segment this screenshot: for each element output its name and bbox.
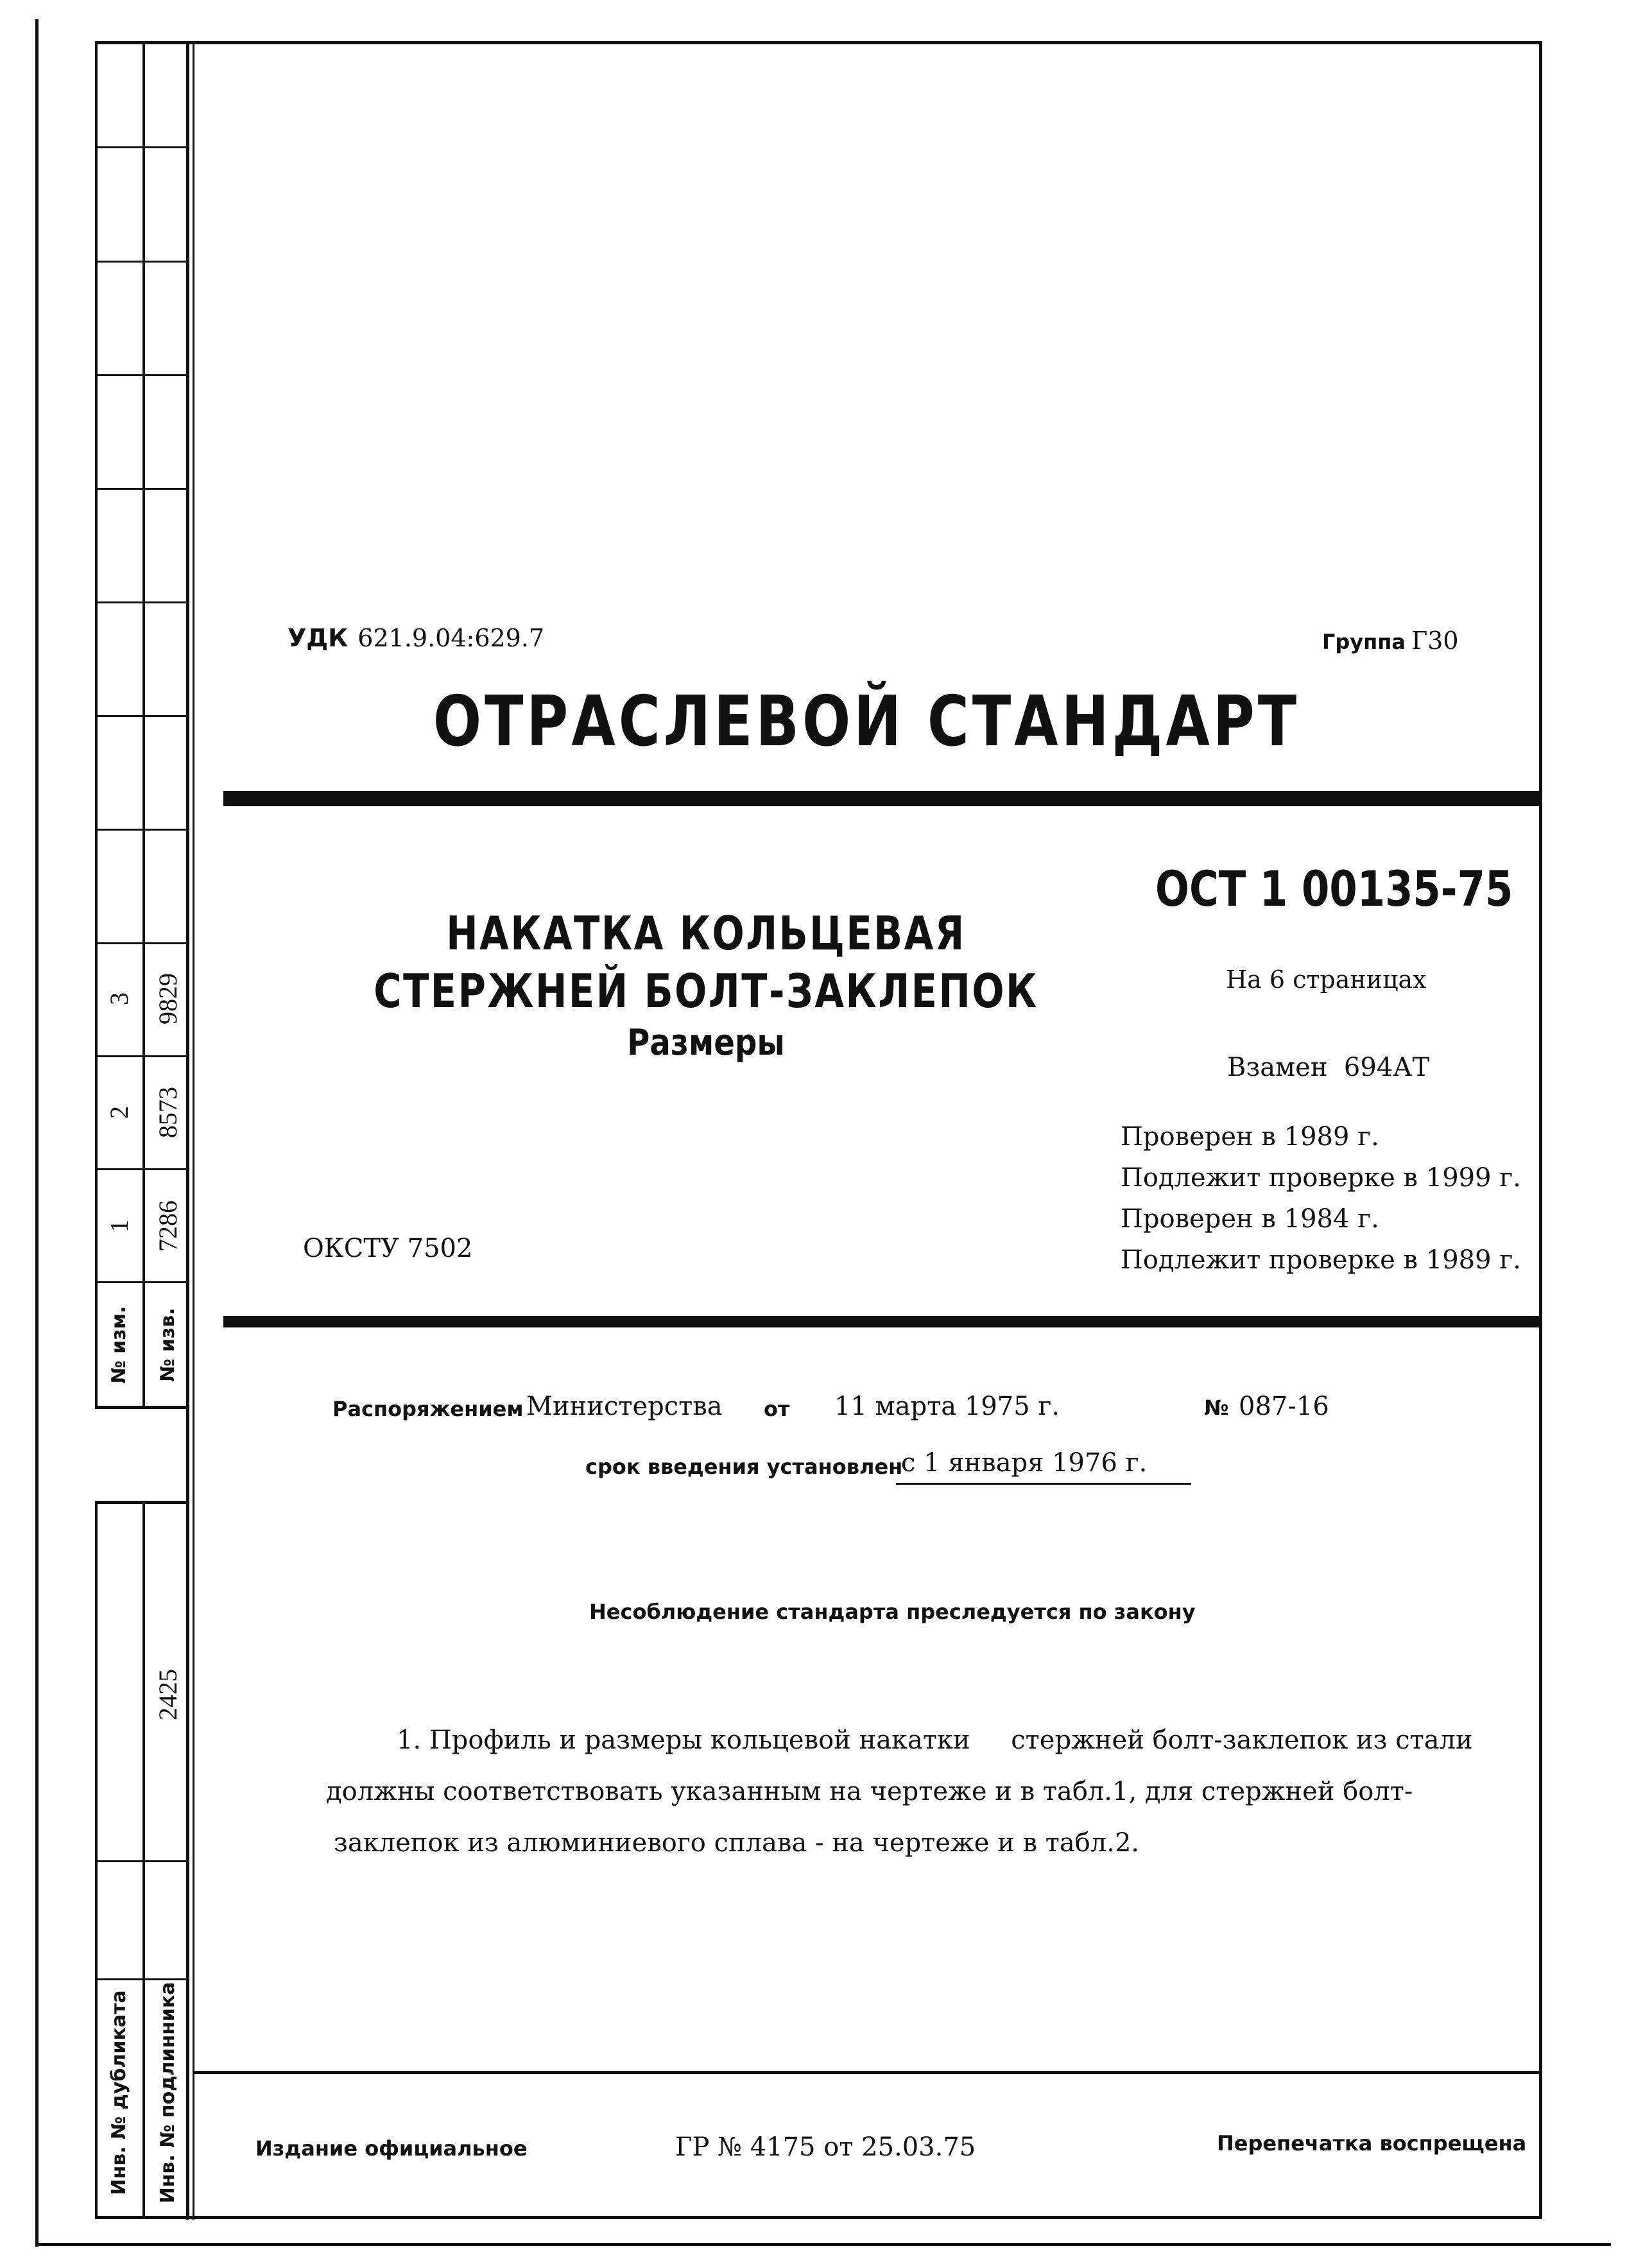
paragraph-line-2: должны соответствовать указанным на чертеже и в табл.1, для стержней болт- [326, 1777, 1413, 1806]
law-notice: Несоблюдение стандарта преследуется по закону [589, 1600, 1196, 1624]
group-label: Группа [1322, 630, 1406, 654]
stamp-row-sep [95, 1501, 189, 1504]
stamp-notice-2: 8573 [153, 1087, 182, 1138]
stamp-col-mid [142, 42, 145, 1408]
stamp-change-1: 1 [105, 1220, 133, 1232]
stamp-notice-label: № изв. [157, 1308, 179, 1382]
group-value: Г30 [1411, 626, 1459, 655]
stamp-orig-number: 2425 [153, 1669, 182, 1720]
frame-right-border [1539, 41, 1542, 2218]
stamp-col-left [95, 42, 98, 1408]
order-date: 11 марта 1975 г. [834, 1392, 1060, 1421]
stamp-row-sep [95, 1055, 189, 1057]
outer-left-border [35, 19, 39, 2247]
frame-top-border [95, 41, 1542, 44]
paragraph-line-3: заклепок из алюминиевого сплава - на чертеже и в табл.2. [334, 1828, 1140, 1858]
stamp-row-sep [95, 1978, 189, 1980]
standard-title-line2: СТЕРЖНЕЙ БОЛТ-ЗАКЛЕПОК [374, 964, 1038, 1018]
frame-left-border-inner [193, 42, 194, 2220]
stamp-change-3: 3 [105, 992, 133, 1005]
term-label: срок введения установлен [585, 1455, 903, 1479]
order-number-value: 087-16 [1239, 1392, 1329, 1421]
stamp-dup-label: Инв. № дубликата [108, 1990, 130, 2195]
udk-value: 621.9.04:629.7 [357, 624, 545, 652]
stamp-notice-1: 7286 [153, 1200, 182, 1252]
stamp-notice-3: 9829 [153, 973, 182, 1024]
footer-reprint-prohibited: Перепечатка воспрещена [1217, 2131, 1527, 2156]
stamp-row-sep [95, 601, 189, 603]
term-value: с 1 января 1976 г. [901, 1448, 1148, 1478]
stamp-row-sep [95, 829, 189, 831]
frame-bottom-border [95, 2216, 1542, 2219]
order-number-label: № [1204, 1396, 1229, 1420]
stamp-row-sep [95, 1860, 189, 1862]
check-2: Подлежит проверке в 1999 г. [1121, 1163, 1521, 1193]
footer-official-edition: Издание официальное [255, 2136, 528, 2161]
stamp-row-sep [95, 942, 189, 944]
pages-count: На 6 страницах [1226, 965, 1427, 994]
footer-registration: ГР № 4175 от 25.03.75 [675, 2132, 976, 2162]
outer-bottom-border [35, 2243, 1611, 2246]
order-label: Распоряжением [332, 1397, 524, 1421]
order-from-label: от [764, 1397, 790, 1421]
stamp-row-sep [95, 261, 189, 263]
group-line [1322, 626, 1459, 655]
check-1: Проверен в 1989 г. [1121, 1122, 1379, 1152]
stamp-change-label: № изм. [108, 1306, 130, 1384]
stamp-row-sep [95, 488, 189, 490]
order-ministry: Министерства [526, 1392, 723, 1421]
oksty: ОКСТУ 7502 [303, 1234, 473, 1263]
stamp-row-sep [95, 374, 189, 376]
stamp-row-sep [95, 146, 189, 148]
standard-subtitle: Размеры [627, 1022, 785, 1064]
stamp-orig-label: Инв. № подлинника [157, 1982, 179, 2204]
udk-line [288, 624, 544, 652]
check-4: Подлежит проверке в 1989 г. [1121, 1245, 1521, 1275]
stamp-row-sep [95, 1281, 189, 1283]
replaces: Взамен 694АТ [1227, 1053, 1430, 1082]
standard-title-line1: НАКАТКА КОЛЬЦЕВАЯ [446, 906, 966, 960]
term-underline [896, 1483, 1191, 1485]
standard-rule [223, 1316, 1542, 1327]
footer-rule [193, 2071, 1542, 2074]
frame-left-border-outer [186, 42, 189, 2220]
paragraph-line-1: 1. Профиль и размеры кольцевой накатки стержней болт-заклепок из стали [397, 1725, 1473, 1755]
stamp-row-sep [95, 1406, 189, 1409]
stamp-change-2: 2 [105, 1106, 133, 1119]
udk-label: УДК [288, 624, 348, 652]
stamp-row-sep [95, 715, 189, 717]
stamp-row-sep [95, 1168, 189, 1170]
standard-number: ОСТ 1 00135-75 [1155, 860, 1513, 917]
main-title: ОТРАСЛЕВОЙ СТАНДАРТ [433, 682, 1300, 762]
check-3: Проверен в 1984 г. [1121, 1204, 1379, 1234]
title-rule [223, 791, 1542, 806]
